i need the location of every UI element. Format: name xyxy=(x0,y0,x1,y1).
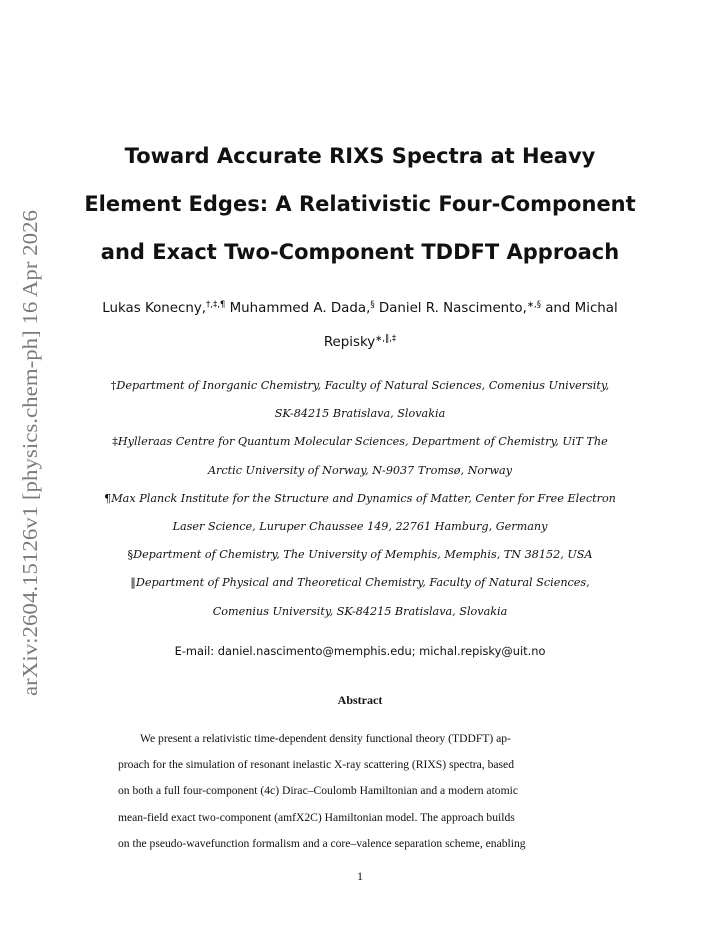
affiliation-item xyxy=(60,541,660,569)
affiliation-mark: † xyxy=(110,379,117,392)
abstract-heading: Abstract xyxy=(337,693,383,707)
author-line-1 xyxy=(60,292,660,326)
abstract-line: on the pseudo-wavefunction formalism and a core–valence separation scheme, enabling xyxy=(118,836,526,850)
affiliation-text: Hylleraas Centre for Quantum Molecular Sciences, Department of Chemistry, UiT The xyxy=(117,435,608,449)
affiliation-list xyxy=(60,372,660,626)
abstract-line: mean-field exact two-component (amfX2C) Hamiltonian model. The approach builds xyxy=(118,810,515,824)
affiliation-mark: ¶ xyxy=(104,491,112,505)
affiliation-text: Comenius University, SK-84215 Bratislava, Slovakia xyxy=(212,604,508,618)
affiliation-item xyxy=(60,372,660,428)
email-addresses: daniel.nascimento@memphis.edu; michal.repisky@uit.no xyxy=(217,644,546,658)
arxiv-watermark-text: arXiv:2604.15126v1 [physics.chem-ph] 16 Apr 2026 xyxy=(18,250,42,696)
author-name: Muhammed A. Dada, xyxy=(229,301,371,316)
author-line-2 xyxy=(60,326,660,360)
affiliation-mark: ‡ xyxy=(112,435,118,449)
author-affiliation-marks: ∗,§ xyxy=(526,300,541,310)
affiliation-item xyxy=(60,569,660,625)
title-line-2: Element Edges: A Relativistic Four-Component xyxy=(84,192,636,216)
title-line-3: and Exact Two-Component TDDFT Approach xyxy=(100,240,620,264)
arxiv-watermark xyxy=(12,208,46,698)
abstract-body xyxy=(118,726,602,857)
affiliation-text: Department of Physical and Theoretical Chemistry, Faculty of Natural Sciences, xyxy=(135,576,590,590)
affiliation-text: Department of Inorganic Chemistry, Faculty of Natural Sciences, Comenius University, xyxy=(116,379,610,392)
author-name: Lukas Konecny, xyxy=(102,301,207,316)
affiliation-text: Max Planck Institute for the Structure and Dynamics of Matter, Center for Free Electron xyxy=(111,491,616,505)
author-list xyxy=(60,292,660,360)
abstract-line: We present a relativistic time-dependent density functional theory (TDDFT) ap- xyxy=(140,732,511,745)
affiliation-mark: ‖ xyxy=(130,576,136,590)
affiliation-text: SK-84215 Bratislava, Slovakia xyxy=(274,407,446,421)
author-name: Daniel R. Nascimento, xyxy=(378,301,527,316)
affiliation-text: Arctic University of Norway, N-9037 Tromsø, Norway xyxy=(207,463,513,477)
author-affiliation-marks: § xyxy=(370,300,375,310)
email-label: E-mail: xyxy=(174,644,215,658)
affiliation-text: Laser Science, Luruper Chaussee 149, 22761 Hamburg, Germany xyxy=(172,520,548,534)
title-line-1: Toward Accurate RIXS Spectra at Heavy xyxy=(124,144,596,168)
abstract-line: proach for the simulation of resonant inelastic X-ray scattering (RIXS) spectra, based xyxy=(118,758,514,772)
paper-title xyxy=(60,132,660,276)
author-name: Repisky xyxy=(323,335,376,350)
affiliation-item xyxy=(60,428,660,484)
author-affiliation-marks: †,‡,¶ xyxy=(206,300,226,310)
page-number: 1 xyxy=(357,869,363,883)
affiliation-mark: § xyxy=(127,548,134,562)
contact-email xyxy=(60,641,660,661)
author-name-prefix: and Michal xyxy=(545,301,618,316)
affiliation-text: Department of Chemistry, The University of Memphis, Memphis, TN 38152, USA xyxy=(133,548,593,562)
abstract-line: on both a full four-component (4c) Dirac–Coulomb Hamiltonian and a modern atomic xyxy=(118,784,518,798)
affiliation-item xyxy=(60,485,660,541)
author-affiliation-marks: ∗,‖,‡ xyxy=(375,334,397,344)
